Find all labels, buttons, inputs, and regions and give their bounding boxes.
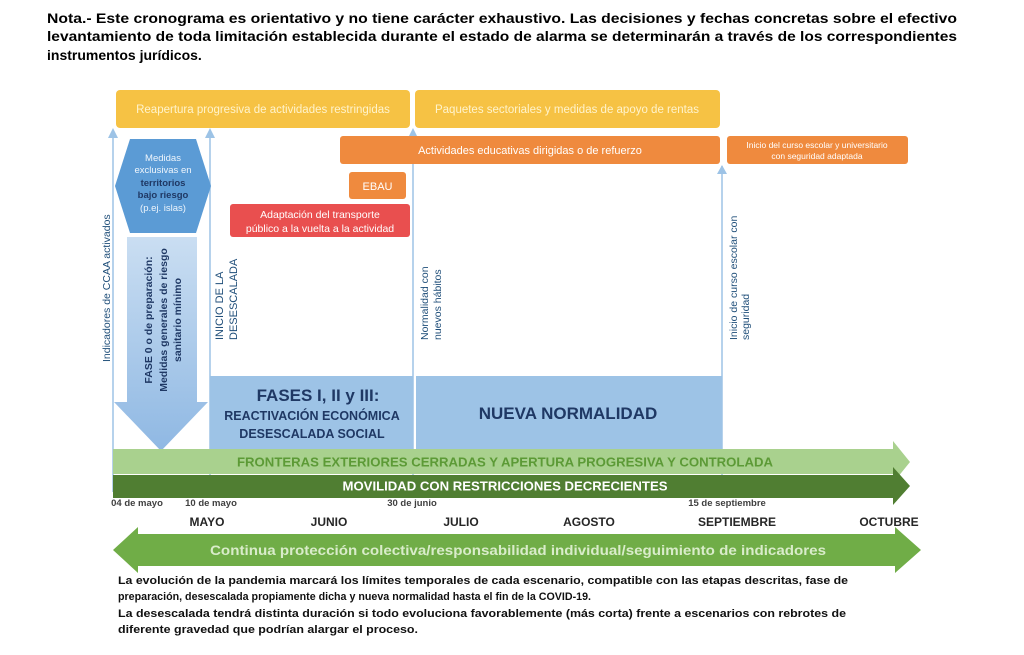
note-line: levantamiento de toda limitación establecida durante el estado de alarma se determinarán a través de los correspondientes	[47, 28, 958, 44]
milestone-labels	[101, 214, 752, 362]
month-label: JUNIO	[310, 515, 348, 529]
medidas-line-highlight: bajo riesgo	[137, 190, 189, 201]
footer-line: La desescalada tendrá distinta duración si todo evoluciona favorablemente (más corta) frente a escenarios con rebrotes de	[118, 608, 846, 620]
transporte-box	[230, 204, 410, 237]
month-label: MAYO	[189, 515, 225, 529]
green-arrows	[113, 441, 910, 505]
arrowhead-up-icon	[717, 165, 727, 174]
fase0-arrow	[114, 237, 208, 451]
month-label: OCTUBRE	[859, 515, 919, 529]
footer-line: preparación, desescalada propiamente dicha y nueva normalidad hasta el fin de la COVID-19.	[118, 591, 591, 603]
indicadores-label: Indicadores de CCAA activados	[101, 214, 113, 362]
note-line: instrumentos jurídicos.	[47, 47, 202, 63]
transporte-label: Adaptación del transporte	[260, 209, 380, 221]
inicio-curso-milestone-label: seguridad	[740, 293, 752, 340]
arrowhead-up-icon	[205, 128, 215, 138]
medidas-line-highlight: territorios	[140, 178, 186, 189]
date-label: 15 de septiembre	[688, 498, 766, 509]
inicio-curso-label: Inicio del curso escolar y universitario	[746, 140, 888, 150]
paquetes-label: Paquetes sectoriales y medidas de apoyo de rentas	[434, 104, 700, 116]
month-label: SEPTIEMBRE	[697, 515, 777, 529]
inicio-desescalada-label: DESESCALADA	[228, 258, 240, 340]
reapertura-label: Reapertura progresiva de actividades restringidas	[136, 104, 390, 116]
continua-label: Continua protección colectiva/responsabilidad individual/seguimiento de indicadores	[210, 543, 827, 558]
actividades-educativas-label: Actividades educativas dirigidas o de refuerzo	[418, 145, 642, 157]
fases-subtitle: REACTIVACIÓN ECONÓMICA	[224, 409, 400, 423]
yellow-bars	[116, 90, 720, 128]
nueva-normalidad-label: NUEVA NORMALIDAD	[478, 404, 658, 423]
fase0-line: sanitario mínimo	[172, 277, 184, 363]
note-line: Nota.- Este cronograma es orientativo y no tiene carácter exhaustivo. Las decisiones y fechas concretas sobre el efectivo	[47, 10, 957, 26]
footer-line: La evolución de la pandemia marcará los límites temporales de cada escenario, compatible con las etapas descritas, fase de	[118, 575, 848, 587]
inicio-desescalada-label: INICIO DE LA	[214, 271, 226, 340]
inicio-curso-milestone-label: Inicio de curso escolar con	[728, 215, 740, 340]
normalidad-label: Normalidad con	[419, 266, 431, 340]
phase-blocks	[210, 376, 722, 450]
date-labels	[111, 498, 766, 509]
date-label: 04 de mayo	[111, 498, 163, 509]
fase0-line: Medidas generales de riesgo	[158, 248, 170, 392]
fases-title: FASES I, II y III:	[256, 386, 380, 405]
month-labels	[190, 515, 919, 529]
medidas-line: Medidas	[145, 153, 181, 164]
footer-text	[118, 575, 848, 636]
transporte-label: público a la vuelta a la actividad	[245, 223, 395, 235]
fronteras-label: FRONTERAS EXTERIORES CERRADAS Y APERTURA PROGRESIVA Y CONTROLADA	[237, 455, 773, 470]
footer-line: diferente gravedad que podrían alargar el proceso.	[118, 624, 418, 636]
medidas-line: (p.ej. islas)	[140, 203, 186, 214]
date-label: 10 de mayo	[185, 498, 237, 509]
arrowhead-up-icon	[108, 128, 118, 138]
date-label: 30 de junio	[387, 498, 437, 509]
fase0-line: FASE 0 o de preparación:	[143, 256, 155, 384]
ebau-label: EBAU	[362, 181, 393, 193]
inicio-curso-label: con seguridad adaptada	[771, 151, 863, 161]
month-label: JULIO	[443, 515, 479, 529]
movilidad-label: MOVILIDAD CON RESTRICCIONES DECRECIENTES	[342, 479, 668, 494]
fases-subtitle: DESESCALADA SOCIAL	[239, 427, 385, 441]
orange-bars	[340, 136, 908, 199]
medidas-exclusivas-arrow	[115, 139, 211, 233]
medidas-line: exclusivas en	[134, 165, 192, 176]
month-label: AGOSTO	[563, 515, 615, 529]
continua-arrow	[113, 527, 921, 573]
note	[47, 10, 957, 63]
normalidad-label: nuevos hábitos	[432, 269, 444, 340]
